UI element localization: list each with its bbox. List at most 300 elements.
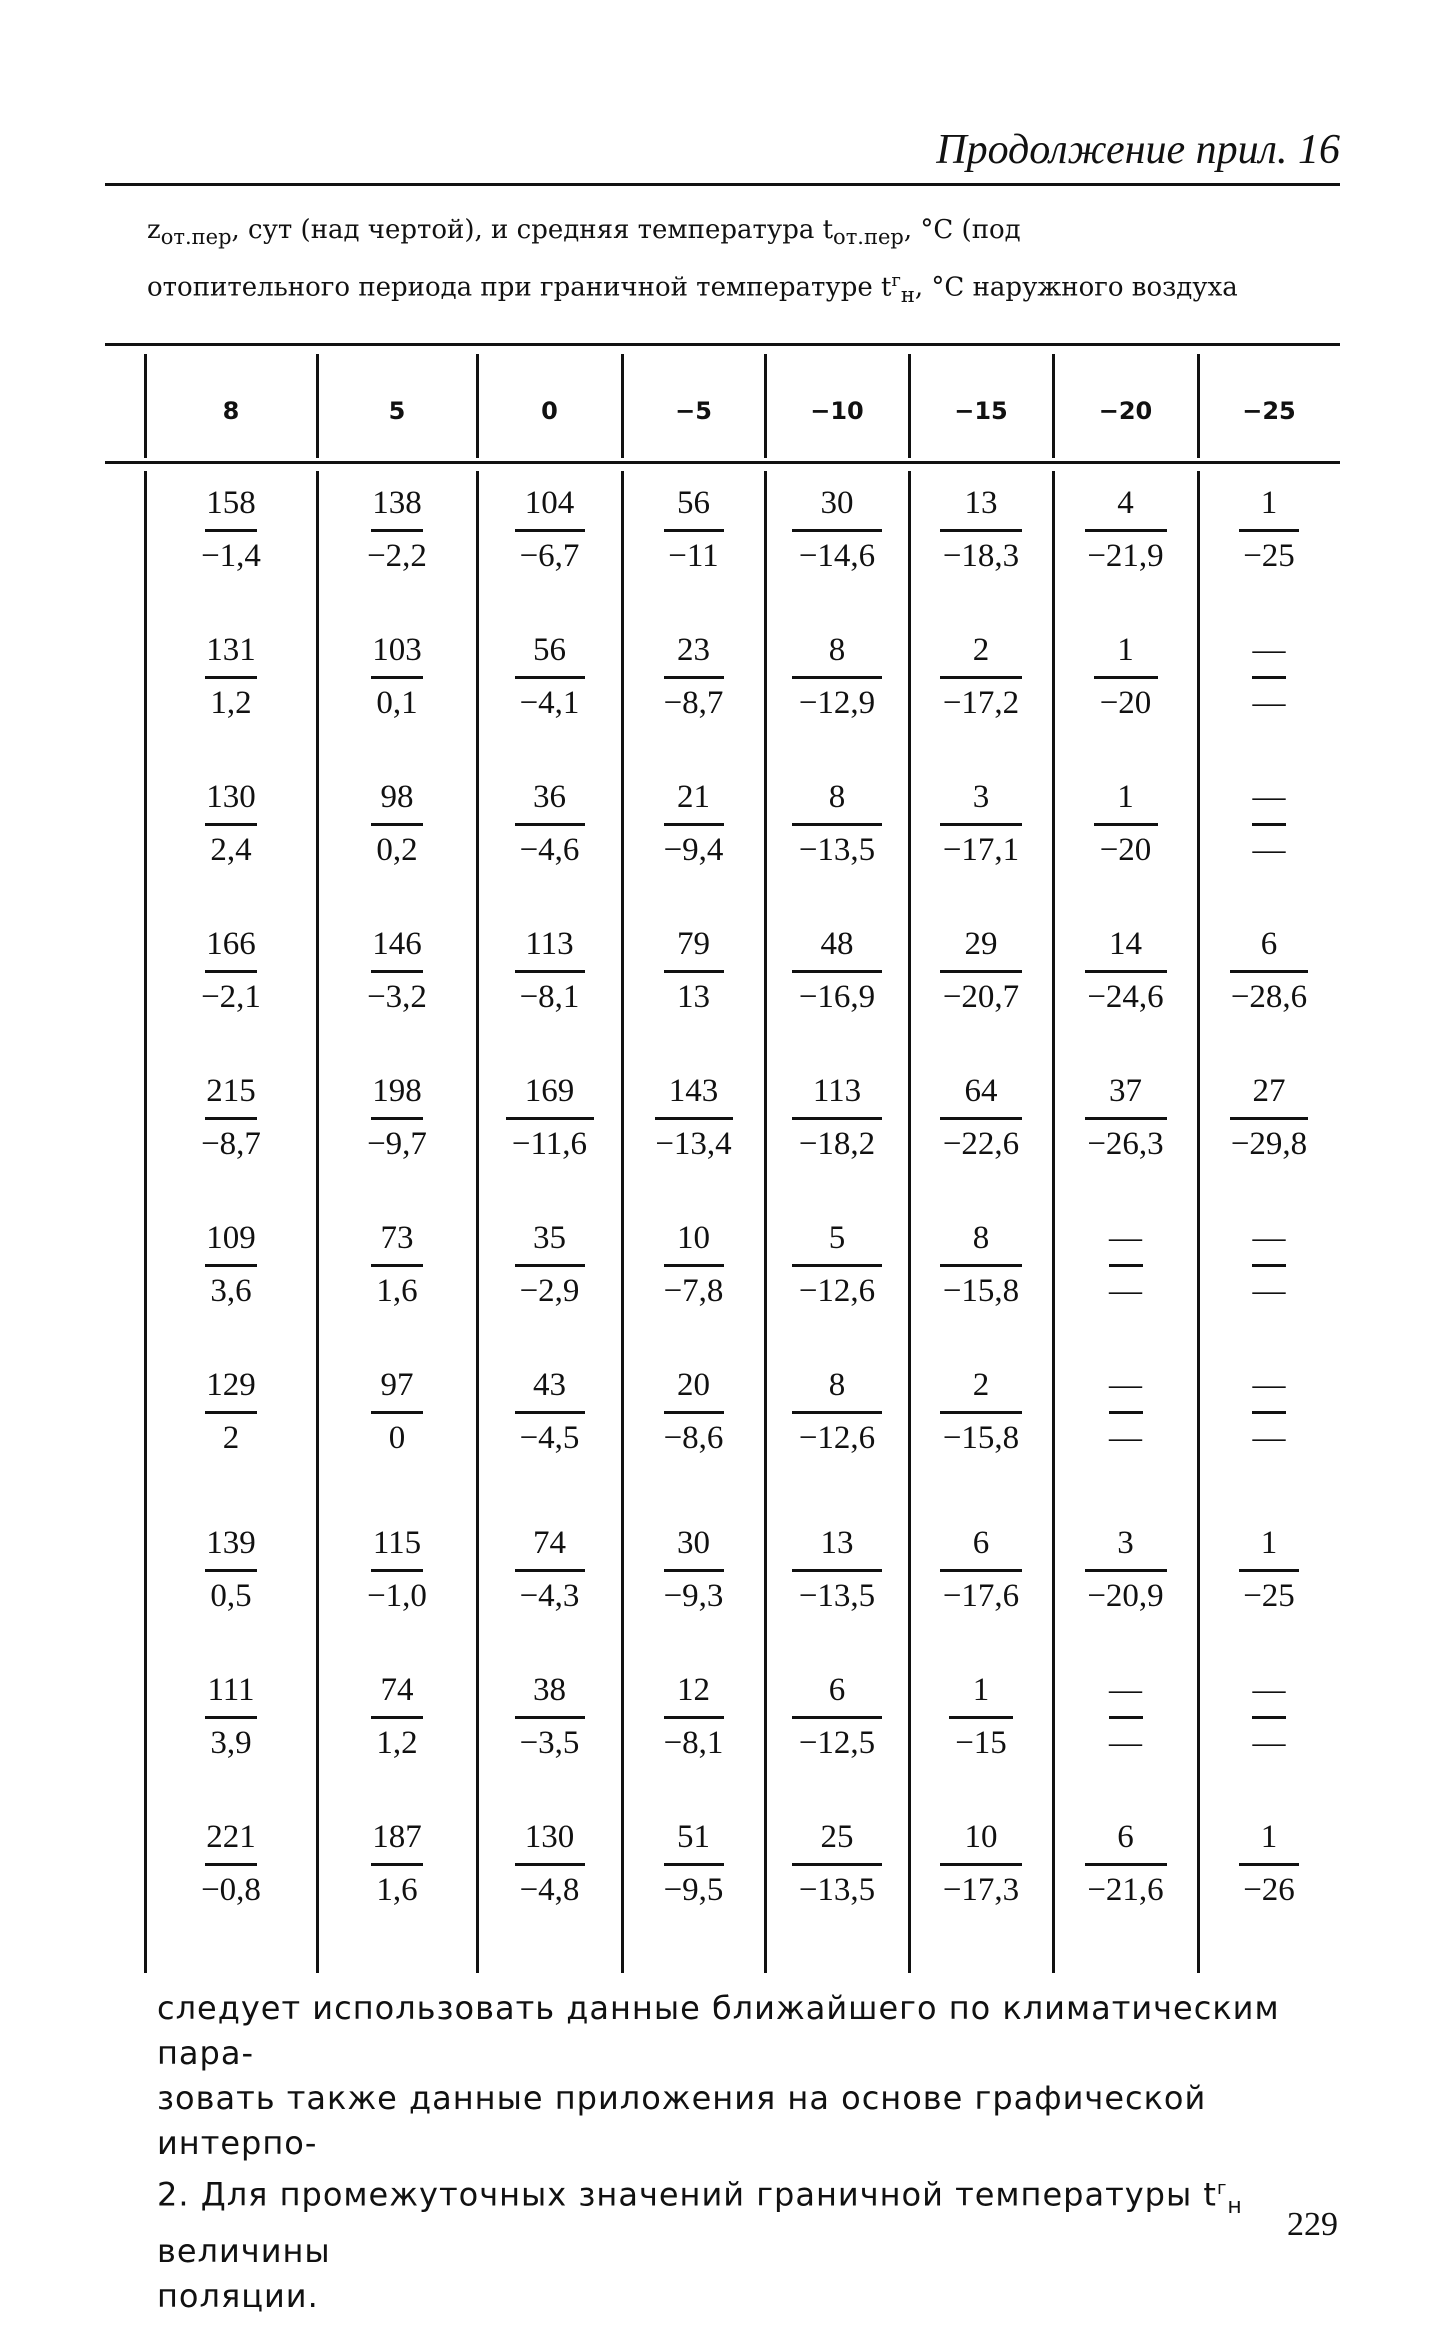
fraction-bar xyxy=(515,823,585,826)
cell-days: 35 xyxy=(533,1220,566,1256)
cell-days: 1 xyxy=(1260,485,1278,521)
table-cell xyxy=(1053,1817,1198,1914)
cell-days: 129 xyxy=(206,1367,256,1403)
fraction-bar xyxy=(1252,1264,1286,1267)
cell-days: 79 xyxy=(677,926,710,962)
cell-temperature: 0,2 xyxy=(376,832,418,868)
table-cell xyxy=(145,1817,317,1914)
cell-temperature: 1,2 xyxy=(210,685,252,721)
fraction-bar xyxy=(205,1411,257,1414)
table-cell xyxy=(909,1365,1053,1462)
table-cell xyxy=(909,1817,1053,1914)
footnote-text: 2. Для промежуточных значений граничной температуры t xyxy=(157,2175,1217,2214)
cell-temperature: −15,8 xyxy=(942,1273,1020,1309)
cell-temperature: −6,7 xyxy=(519,538,580,574)
table-cell xyxy=(909,1523,1053,1620)
caption-line-1 xyxy=(147,208,1307,259)
fraction-bar xyxy=(940,1117,1022,1120)
table-cell xyxy=(145,924,317,1021)
table-cell xyxy=(1198,483,1340,580)
table-cell xyxy=(145,777,317,874)
fraction-bar xyxy=(371,529,423,532)
cell-temperature: −3,5 xyxy=(519,1725,580,1761)
cell-temperature: — xyxy=(1109,1725,1142,1761)
cell-temperature: −11,6 xyxy=(511,1126,588,1162)
table-cell xyxy=(622,1817,765,1914)
table-cell xyxy=(1198,1365,1340,1462)
cell-temperature: −14,6 xyxy=(798,538,876,574)
table-cell xyxy=(1198,1817,1340,1914)
cell-days: 113 xyxy=(525,926,574,962)
table-cell xyxy=(909,1218,1053,1315)
caption-symbol-z: z xyxy=(147,215,161,245)
table-cell xyxy=(317,1817,477,1914)
table-cell xyxy=(1053,924,1198,1021)
cell-days: 8 xyxy=(828,779,846,815)
cell-temperature: −20,9 xyxy=(1087,1578,1164,1614)
fraction-bar xyxy=(655,1117,733,1120)
table-cell xyxy=(909,1670,1053,1767)
cell-temperature: −21,6 xyxy=(1087,1872,1164,1908)
cell-days: 48 xyxy=(820,926,854,962)
fraction-bar xyxy=(205,529,257,532)
table-cell xyxy=(765,1218,909,1315)
heating-period-table xyxy=(105,343,1340,1975)
cell-temperature: −9,3 xyxy=(663,1578,724,1614)
cell-days: 97 xyxy=(380,1367,414,1403)
cell-days: — xyxy=(1252,779,1286,815)
cell-days: 74 xyxy=(380,1672,414,1708)
cell-days: 143 xyxy=(668,1073,719,1109)
fraction-bar xyxy=(1239,1569,1299,1572)
fraction-bar xyxy=(940,676,1022,679)
cell-days: 111 xyxy=(207,1672,255,1708)
fraction-bar xyxy=(515,676,585,679)
cell-days: 56 xyxy=(677,485,710,521)
cell-temperature: 0,1 xyxy=(376,685,418,721)
cell-days: 4 xyxy=(1117,485,1134,521)
fraction-bar xyxy=(792,1117,882,1120)
cell-temperature: −4,3 xyxy=(519,1578,580,1614)
table-cell xyxy=(145,1365,317,1462)
fraction-bar xyxy=(1085,1863,1167,1866)
table-cell xyxy=(477,630,622,727)
table-cell xyxy=(765,630,909,727)
cell-days: 138 xyxy=(372,485,422,521)
fraction-bar xyxy=(205,1117,257,1120)
cell-temperature: — xyxy=(1109,1420,1142,1456)
fraction-bar xyxy=(205,970,257,973)
fraction-bar xyxy=(664,1264,724,1267)
footnote-line: следует использовать данные ближайшего по климатическим пара- xyxy=(157,1989,1280,2072)
table-cell xyxy=(1053,1523,1198,1620)
cell-days: 21 xyxy=(677,779,710,815)
cell-temperature: 1,6 xyxy=(376,1273,418,1309)
cell-days: 56 xyxy=(533,632,566,668)
table-cell xyxy=(477,924,622,1021)
cell-days: — xyxy=(1252,1220,1286,1256)
fraction-bar xyxy=(664,1569,724,1572)
cell-days: 13 xyxy=(964,485,998,521)
table-cell xyxy=(909,630,1053,727)
fraction-bar xyxy=(515,1264,585,1267)
footnote-line: поляции. xyxy=(157,2277,319,2316)
fraction-bar xyxy=(664,970,724,973)
fraction-bar xyxy=(792,676,882,679)
table-cell xyxy=(622,1670,765,1767)
cell-days: — xyxy=(1252,1672,1286,1708)
caption-text: , °С наружного воздуха xyxy=(914,272,1238,303)
cell-days: 1 xyxy=(972,1672,990,1708)
cell-days: 221 xyxy=(206,1819,256,1855)
table-cell xyxy=(765,777,909,874)
caption-text: , сут (над чертой), и средняя температура t xyxy=(231,215,834,245)
cell-days: 6 xyxy=(828,1672,846,1708)
table-cell xyxy=(765,1670,909,1767)
cell-temperature: −22,6 xyxy=(942,1126,1020,1162)
cell-days: 1 xyxy=(1260,1819,1278,1855)
cell-temperature: 0 xyxy=(388,1420,406,1456)
cell-temperature: −17,3 xyxy=(942,1872,1020,1908)
cell-days: 73 xyxy=(380,1220,414,1256)
cell-temperature: −13,5 xyxy=(798,832,876,868)
cell-temperature: −12,9 xyxy=(798,685,876,721)
fraction-bar xyxy=(515,1863,585,1866)
table-cell xyxy=(622,1071,765,1168)
table-cell xyxy=(1198,1670,1340,1767)
table-cell xyxy=(1053,483,1198,580)
cell-temperature: −17,1 xyxy=(942,832,1020,868)
cell-temperature: 2 xyxy=(222,1420,240,1456)
cell-days: 51 xyxy=(677,1819,710,1855)
table-cell xyxy=(477,777,622,874)
cell-temperature: −9,7 xyxy=(367,1126,427,1162)
table-top-rule xyxy=(105,343,1340,346)
caption-subscript: н xyxy=(900,283,915,308)
fraction-bar xyxy=(792,529,882,532)
cell-days: 6 xyxy=(972,1525,990,1561)
table-cell xyxy=(1198,630,1340,727)
cell-days: 13 xyxy=(820,1525,854,1561)
cell-days: 29 xyxy=(964,926,998,962)
cell-temperature: −25 xyxy=(1243,1578,1295,1614)
cell-temperature: 1,2 xyxy=(376,1725,418,1761)
column-header: 5 xyxy=(388,397,406,425)
fraction-bar xyxy=(515,970,585,973)
cell-temperature: 3,9 xyxy=(210,1725,252,1761)
cell-temperature: −4,1 xyxy=(519,685,580,721)
table-cell xyxy=(317,1071,477,1168)
table-cell xyxy=(765,1071,909,1168)
fraction-bar xyxy=(1085,1117,1167,1120)
table-cell xyxy=(622,1218,765,1315)
table-cell xyxy=(145,1071,317,1168)
table-cell xyxy=(1053,1071,1198,1168)
fraction-bar xyxy=(792,1264,882,1267)
cell-days: 20 xyxy=(677,1367,710,1403)
table-cell xyxy=(622,630,765,727)
cell-temperature: −7,8 xyxy=(663,1273,724,1309)
table-cell xyxy=(622,924,765,1021)
cell-temperature: 0,5 xyxy=(210,1578,252,1614)
fraction-bar xyxy=(792,1863,882,1866)
cell-days: 8 xyxy=(972,1220,990,1256)
fraction-bar xyxy=(664,1716,724,1719)
cell-temperature: −12,6 xyxy=(798,1420,876,1456)
cell-temperature: −18,2 xyxy=(798,1126,876,1162)
fraction-bar xyxy=(1239,529,1299,532)
table-cell xyxy=(1198,777,1340,874)
fraction-bar xyxy=(371,823,423,826)
fraction-bar xyxy=(1109,1264,1143,1267)
table-cell xyxy=(317,777,477,874)
table-cell xyxy=(765,1365,909,1462)
cell-temperature: −4,6 xyxy=(519,832,580,868)
fraction-bar xyxy=(1094,676,1158,679)
table-cell xyxy=(765,924,909,1021)
cell-days: 2 xyxy=(972,632,990,668)
cell-days: 130 xyxy=(524,1819,575,1855)
cell-days: 10 xyxy=(677,1220,710,1256)
cell-temperature: — xyxy=(1252,832,1286,868)
cell-temperature: 3,6 xyxy=(210,1273,252,1309)
table-cell xyxy=(622,1523,765,1620)
cell-days: 198 xyxy=(372,1073,422,1109)
table-cell xyxy=(1053,630,1198,727)
table-cell xyxy=(477,1817,622,1914)
fraction-bar xyxy=(940,823,1022,826)
cell-temperature: 2,4 xyxy=(210,832,252,868)
table-cell xyxy=(765,1817,909,1914)
cell-days: 1 xyxy=(1117,779,1134,815)
cell-temperature: −26,3 xyxy=(1087,1126,1164,1162)
cell-temperature: −2,1 xyxy=(201,979,261,1015)
table-cell xyxy=(1053,1670,1198,1767)
fraction-bar xyxy=(1252,1716,1286,1719)
fraction-bar xyxy=(792,823,882,826)
fraction-bar xyxy=(205,1569,257,1572)
fraction-bar xyxy=(205,1264,257,1267)
table-cell xyxy=(477,1523,622,1620)
column-header: −25 xyxy=(1242,397,1296,425)
cell-temperature: −3,2 xyxy=(367,979,427,1015)
fraction-bar xyxy=(1085,529,1167,532)
fraction-bar xyxy=(371,1264,423,1267)
fraction-bar xyxy=(205,1863,257,1866)
page-number: 229 xyxy=(1287,2206,1338,2243)
fraction-bar xyxy=(664,676,724,679)
cell-temperature: — xyxy=(1252,1725,1286,1761)
fraction-bar xyxy=(371,1569,423,1572)
table-cell xyxy=(1198,1071,1340,1168)
cell-temperature: −29,8 xyxy=(1230,1126,1308,1162)
cell-temperature: −4,5 xyxy=(519,1420,580,1456)
fraction-bar xyxy=(371,970,423,973)
cell-days: 215 xyxy=(206,1073,256,1109)
column-header: −10 xyxy=(810,397,864,425)
caption-line-2 xyxy=(147,259,1307,317)
cell-temperature: −8,7 xyxy=(201,1126,261,1162)
cell-days: 158 xyxy=(206,485,256,521)
cell-temperature: −12,5 xyxy=(798,1725,876,1761)
cell-days: 1 xyxy=(1117,632,1134,668)
cell-days: 37 xyxy=(1109,1073,1142,1109)
table-cell xyxy=(317,1523,477,1620)
table-cell xyxy=(317,630,477,727)
fraction-bar xyxy=(792,1569,882,1572)
fraction-bar xyxy=(1109,1716,1143,1719)
cell-days: 5 xyxy=(828,1220,846,1256)
fraction-bar xyxy=(664,1863,724,1866)
cell-temperature: −2,2 xyxy=(367,538,427,574)
cell-temperature: −8,6 xyxy=(663,1420,724,1456)
table-cell xyxy=(1053,1365,1198,1462)
footnote-line: зовать также данные приложения на основе графической интерпо- xyxy=(157,2079,1207,2162)
cell-temperature: −13,5 xyxy=(798,1872,876,1908)
table-cell xyxy=(622,777,765,874)
cell-temperature: −25 xyxy=(1243,538,1295,574)
fraction-bar xyxy=(664,529,724,532)
table-cell xyxy=(765,1523,909,1620)
fraction-bar xyxy=(792,1716,882,1719)
cell-days: 3 xyxy=(972,779,990,815)
cell-days: 6 xyxy=(1260,926,1278,962)
fraction-bar xyxy=(515,1716,585,1719)
cell-days: 131 xyxy=(206,632,256,668)
fraction-bar xyxy=(1230,970,1308,973)
footnote xyxy=(157,1986,1337,2319)
fraction-bar xyxy=(371,676,423,679)
table-cell xyxy=(1198,1218,1340,1315)
table-cell xyxy=(477,1365,622,1462)
table-cell xyxy=(1053,777,1198,874)
fraction-bar xyxy=(940,1264,1022,1267)
cell-temperature: −18,3 xyxy=(942,538,1020,574)
cell-temperature: −20,7 xyxy=(942,979,1020,1015)
cell-temperature: −12,6 xyxy=(798,1273,876,1309)
table-cell xyxy=(909,483,1053,580)
fraction-bar xyxy=(1085,1569,1167,1572)
continuation-title: Продолжение прил. 16 xyxy=(936,127,1340,173)
fraction-bar xyxy=(940,970,1022,973)
cell-temperature: — xyxy=(1109,1273,1142,1309)
cell-temperature: — xyxy=(1252,1273,1286,1309)
footnote-subscript: н xyxy=(1227,2194,1243,2220)
footnote-text: величины xyxy=(157,2232,331,2271)
table-cell xyxy=(145,630,317,727)
cell-days: 115 xyxy=(372,1525,422,1561)
fraction-bar xyxy=(371,1411,423,1414)
cell-days: — xyxy=(1109,1672,1142,1708)
footnote-superscript: г xyxy=(1216,2178,1228,2199)
cell-days: 169 xyxy=(524,1073,575,1109)
cell-days: — xyxy=(1252,1367,1286,1403)
cell-temperature: −4,8 xyxy=(519,1872,580,1908)
fraction-bar xyxy=(940,1411,1022,1414)
table-cell xyxy=(317,1365,477,1462)
table-cell xyxy=(145,1218,317,1315)
fraction-bar xyxy=(1085,970,1167,973)
cell-days: 98 xyxy=(380,779,414,815)
fraction-bar xyxy=(664,823,724,826)
table-cell xyxy=(145,1523,317,1620)
cell-days: 12 xyxy=(677,1672,710,1708)
cell-days: 30 xyxy=(820,485,854,521)
fraction-bar xyxy=(1239,1863,1299,1866)
table-cell xyxy=(765,483,909,580)
cell-temperature: −8,1 xyxy=(519,979,580,1015)
cell-temperature: −21,9 xyxy=(1087,538,1164,574)
cell-temperature: −2,9 xyxy=(519,1273,580,1309)
column-header: 8 xyxy=(222,397,240,425)
cell-temperature: −28,6 xyxy=(1230,979,1308,1015)
fraction-bar xyxy=(371,1117,423,1120)
fraction-bar xyxy=(205,823,257,826)
column-header: −20 xyxy=(1098,397,1153,425)
cell-days: 139 xyxy=(206,1525,256,1561)
table-header-rule xyxy=(105,461,1340,464)
table-cell xyxy=(909,924,1053,1021)
cell-days: 38 xyxy=(533,1672,566,1708)
table-cell xyxy=(909,777,1053,874)
cell-temperature: −20 xyxy=(1099,832,1152,868)
fraction-bar xyxy=(1109,1411,1143,1414)
page-header xyxy=(105,118,1340,186)
caption-subscript: от.пер xyxy=(833,225,904,250)
fraction-bar xyxy=(664,1411,724,1414)
cell-temperature: −9,5 xyxy=(663,1872,724,1908)
table-cell xyxy=(317,1670,477,1767)
table-cell xyxy=(477,1670,622,1767)
fraction-bar xyxy=(1252,823,1286,826)
column-header: 0 xyxy=(541,397,558,425)
table-cell xyxy=(1198,1523,1340,1620)
fraction-bar xyxy=(515,1411,585,1414)
cell-days: 30 xyxy=(677,1525,710,1561)
fraction-bar xyxy=(371,1716,423,1719)
table-cell xyxy=(909,1071,1053,1168)
fraction-bar xyxy=(1230,1117,1308,1120)
fraction-bar xyxy=(792,1411,882,1414)
cell-days: 14 xyxy=(1109,926,1142,962)
cell-days: 64 xyxy=(964,1073,998,1109)
cell-days: 74 xyxy=(533,1525,566,1561)
cell-days: — xyxy=(1109,1367,1142,1403)
fraction-bar xyxy=(1252,676,1286,679)
table-cell xyxy=(317,483,477,580)
cell-days: 113 xyxy=(812,1073,862,1109)
cell-days: 104 xyxy=(524,485,575,521)
cell-temperature: −11 xyxy=(668,538,719,574)
table-cell xyxy=(477,1218,622,1315)
cell-days: 166 xyxy=(206,926,256,962)
fraction-bar xyxy=(792,970,882,973)
cell-days: 146 xyxy=(372,926,422,962)
fraction-bar xyxy=(205,1716,257,1719)
cell-temperature: −8,1 xyxy=(663,1725,724,1761)
cell-temperature: −1,0 xyxy=(367,1578,427,1614)
table-cell xyxy=(317,924,477,1021)
header-rule xyxy=(105,183,1340,186)
cell-days: 10 xyxy=(964,1819,998,1855)
cell-days: 130 xyxy=(206,779,256,815)
cell-days: 1 xyxy=(1260,1525,1278,1561)
caption-superscript: г xyxy=(891,270,901,292)
cell-temperature: 1,6 xyxy=(376,1872,418,1908)
cell-days: 23 xyxy=(677,632,710,668)
cell-temperature: 13 xyxy=(677,979,710,1015)
cell-temperature: −17,2 xyxy=(942,685,1020,721)
